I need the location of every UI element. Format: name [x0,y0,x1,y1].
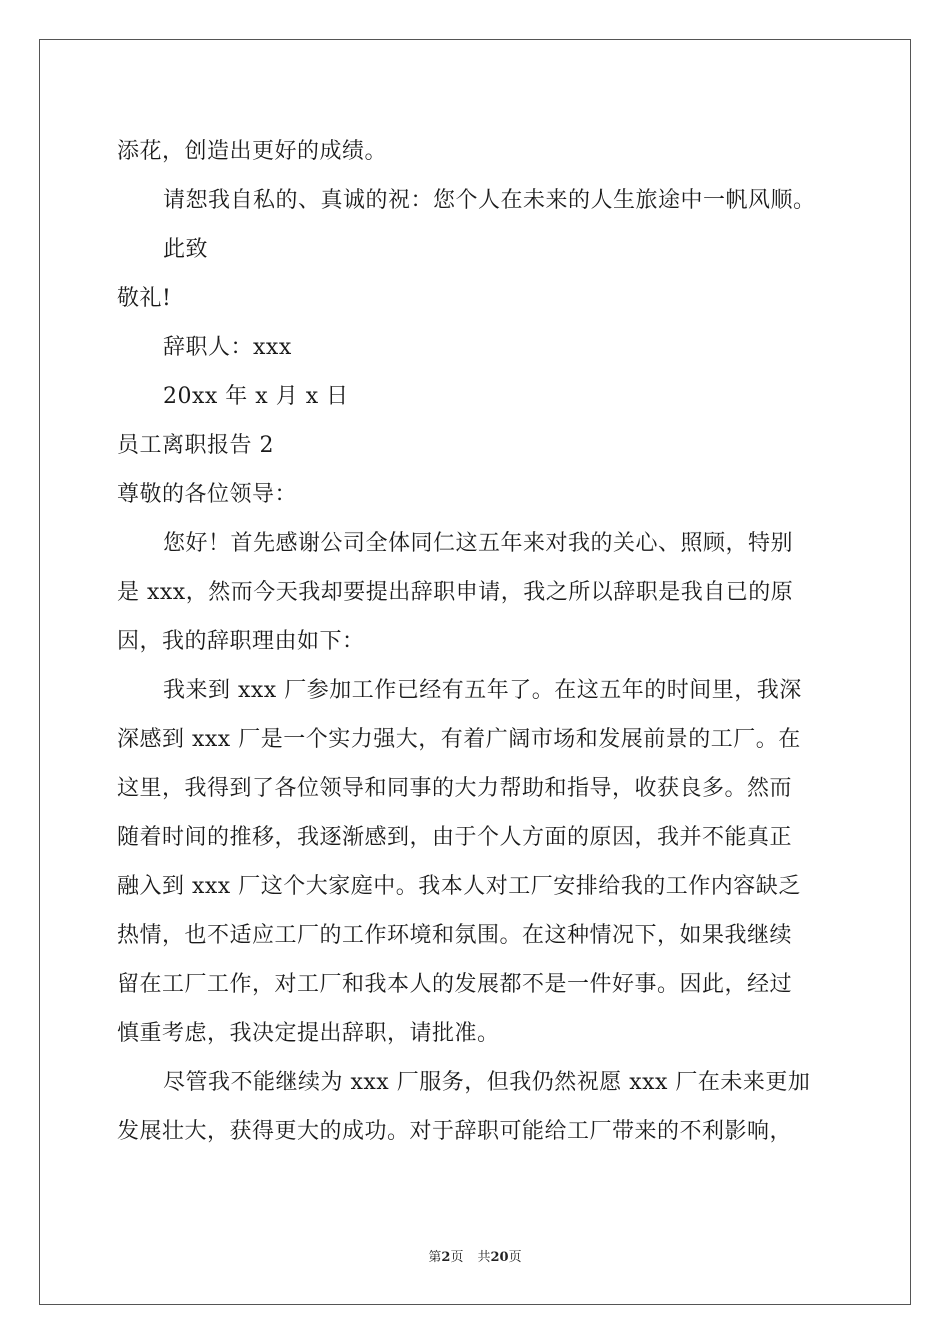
text-line: 慎重考虑，我决定提出辞职，请批准。 [117,1021,500,1046]
text-line: 辞职人：xxx [163,335,292,360]
text-line: 热情，也不适应工厂的工作环境和氛围。在这种情况下，如果我继续 [117,923,793,948]
text-line: 我来到 xxx 厂参加工作已经有五年了。在这五年的时间里，我深 [163,678,802,703]
text-line: 此致 [163,237,209,262]
text-line: 您好！首先感谢公司全体同仁这五年来对我的关心、照顾，特别 [163,531,794,556]
section-title: 员工离职报告 2 [117,433,274,458]
text-line: 这里，我得到了各位领导和同事的大力帮助和指导，收获良多。然而 [117,776,793,801]
text-line: 敬礼! [117,286,172,311]
document-body [117,127,839,1156]
text-line: 留在工厂工作，对工厂和我本人的发展都不是一件好事。因此，经过 [117,972,793,997]
page-prefix: 第 [428,1250,442,1265]
text-line: 深感到 xxx 厂是一个实力强大，有着广阔市场和发展前景的工厂。在 [117,727,801,752]
text-line: 20xx 年 x 月 x 日 [163,384,349,409]
total-suffix: 页 [508,1250,522,1265]
text-line: 发展壮大，获得更大的成功。对于辞职可能给工厂带来的不利影响， [117,1119,793,1144]
text-line: 添花，创造出更好的成绩。 [117,139,388,164]
text-line: 融入到 xxx 厂这个大家庭中。我本人对工厂安排给我的工作内容缺乏 [117,874,801,899]
page-number: 2 [441,1250,451,1265]
text-line: 尽管我不能继续为 xxx 厂服务，但我仍然祝愿 xxx 厂在未来更加 [163,1070,811,1095]
total-prefix: 共 [477,1250,491,1265]
text-line: 随着时间的推移，我逐渐感到，由于个人方面的原因，我并不能真正 [117,825,793,850]
page-footer [0,1246,950,1265]
page-suffix: 页 [450,1250,464,1265]
total-pages: 20 [490,1250,509,1265]
text-line: 因，我的辞职理由如下： [117,629,365,654]
text-line: 是 xxx，然而今天我却要提出辞职申请，我之所以辞职是我自已的原 [117,580,794,605]
salutation: 尊敬的各位领导： [117,482,298,507]
text-line: 请恕我自私的、真诚的祝：您个人在未来的人生旅途中一帆风顺。 [163,188,816,213]
